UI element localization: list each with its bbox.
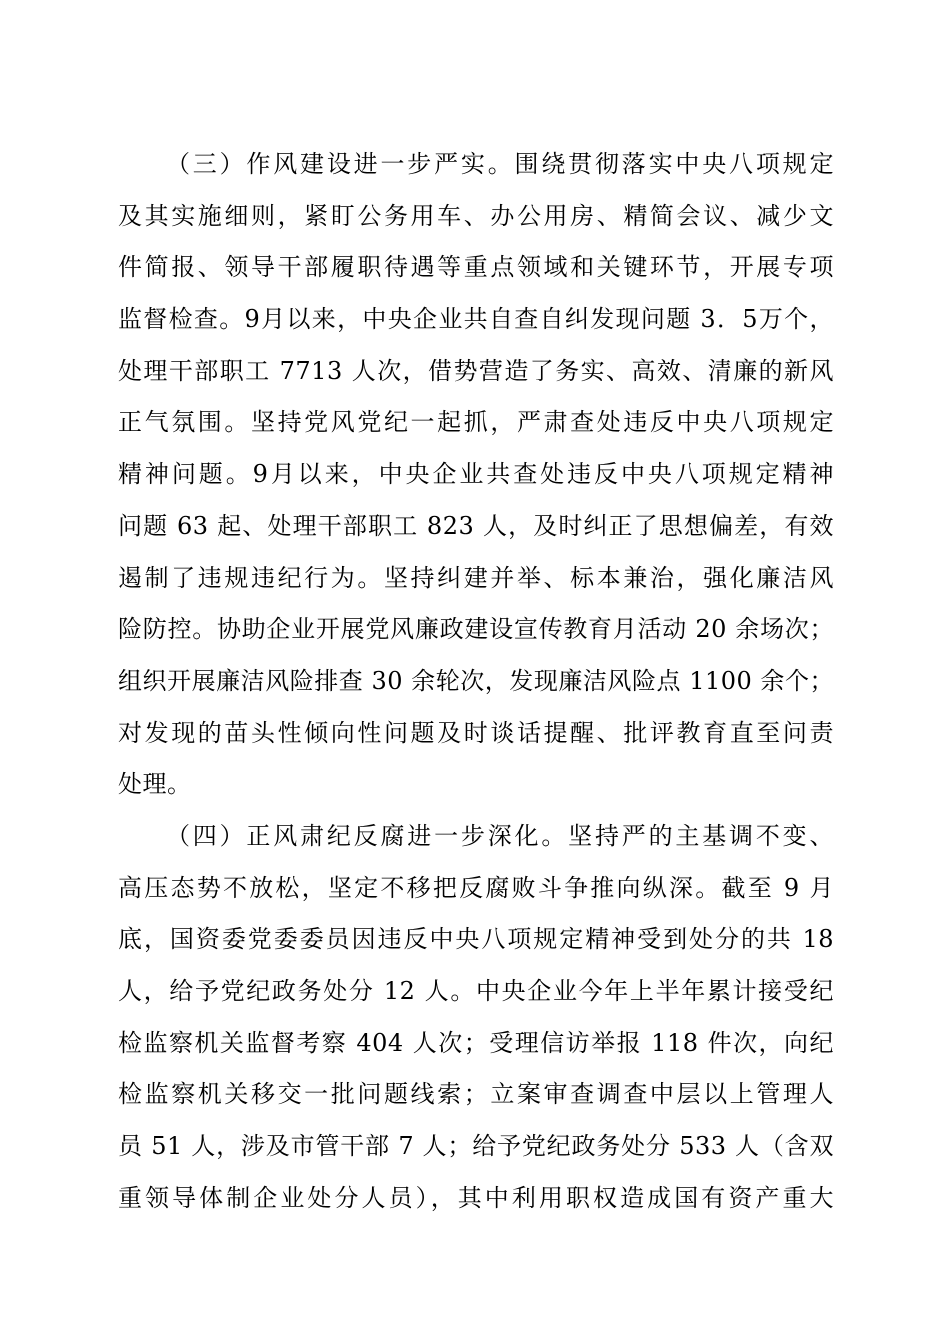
- paragraph-line: 处理干部职工 7713 人次，借势营造了务实、高效、清廉的新风: [118, 356, 834, 385]
- paragraph-line: 遏制了违规违纪行为。坚持纠建并举、标本兼治，强化廉洁风: [118, 563, 834, 592]
- paragraph-line: （三）作风建设进一步严实。围绕贯彻落实中央八项规定: [166, 150, 834, 178]
- paragraph-line: 人，给予党纪政务处分 12 人。中央企业今年上半年累计接受纪: [118, 977, 834, 1006]
- paragraph-line: 险防控。协助企业开展党风廉政建设宣传教育月活动 20 余场次；: [118, 615, 834, 644]
- paragraph-line: 处理。: [118, 770, 192, 799]
- paragraph-line: 底，国资委党委委员因违反中央八项规定精神受到处分的共 18: [118, 925, 834, 954]
- paragraph-line: 监督检查。9月以来，中央企业共自查自纠发现问题 3．5万个，: [118, 305, 834, 334]
- paragraph-line: 问题 63 起、处理干部职工 823 人，及时纠正了思想偏差，有效: [118, 511, 834, 540]
- paragraph-discipline-anticorruption: [118, 811, 834, 1225]
- paragraph-line: 组织开展廉洁风险排查 30 余轮次，发现廉洁风险点 1100 余个；: [118, 666, 834, 695]
- paragraph-line: 精神问题。9月以来，中央企业共查处违反中央八项规定精神: [118, 460, 834, 489]
- paragraph-line: 件简报、领导干部履职待遇等重点领域和关键环节，开展专项: [118, 253, 834, 282]
- paragraph-line: 及其实施细则，紧盯公务用车、办公用房、精简会议、减少文: [118, 201, 834, 230]
- paragraph-style-building: [118, 139, 834, 811]
- paragraph-line: 检监察机关移交一批问题线索；立案审查调查中层以上管理人: [118, 1080, 834, 1109]
- paragraph-line: 对发现的苗头性倾向性问题及时谈话提醒、批评教育直至问责: [118, 718, 834, 747]
- paragraph-line: 正气氛围。坚持党风党纪一起抓，严肃查处违反中央八项规定: [118, 408, 834, 437]
- paragraph-line: 员 51 人，涉及市管干部 7 人；给予党纪政务处分 533 人（含双: [118, 1132, 834, 1161]
- paragraph-line: 高压态势不放松，坚定不移把反腐败斗争推向纵深。截至 9 月: [118, 873, 834, 902]
- paragraph-line: 检监察机关监督考察 404 人次；受理信访举报 118 件次，向纪: [118, 1028, 834, 1057]
- paragraph-line: 重领导体制企业处分人员），其中利用职权造成国有资产重大: [118, 1183, 834, 1212]
- paragraph-line: （四）正风肃纪反腐进一步深化。坚持严的主基调不变、: [166, 822, 834, 850]
